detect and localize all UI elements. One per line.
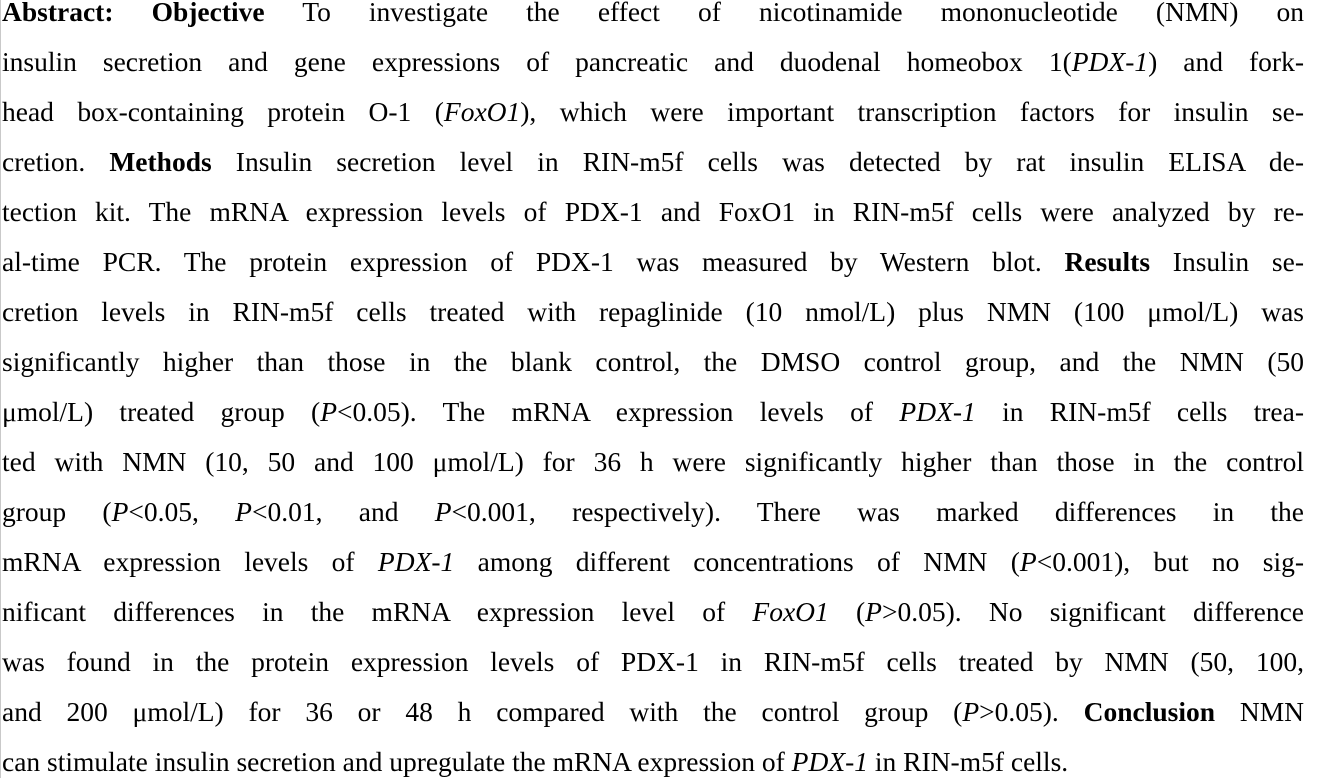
text-run: in RIN-m5f cells. (868, 746, 1069, 777)
italic-term: P (1019, 546, 1037, 577)
abstract-text (2, 0, 1304, 778)
italic-term: P (320, 396, 337, 427)
text-run: To investigate the effect of nicotinamide mononucleotide (NMN) on (264, 0, 1304, 27)
text-run: can stimulate insulin secretion and upregulate the mRNA expression of (2, 746, 792, 777)
italic-term: PDX-1 (377, 546, 455, 577)
abstract-line (2, 637, 1304, 687)
abstract-line (2, 237, 1304, 287)
text-run: nificant differences in the mRNA expression level of (2, 596, 753, 627)
text-run: mRNA expression levels of (2, 546, 378, 577)
section-heading: Conclusion (1083, 696, 1216, 727)
text-run: and 200 μmol/L) for 36 or 48 h compared with the control group ( (2, 696, 963, 727)
italic-term: PDX-1 (1071, 46, 1149, 77)
text-run: <0.001, respectively). There was marked differences in the (451, 496, 1304, 527)
text-run: <0.05). The mRNA expression levels of (337, 396, 900, 427)
italic-term: PDX-1 (791, 746, 869, 777)
page-left-border (0, 0, 1, 778)
text-run: >0.05). No significant difference (881, 596, 1304, 627)
text-run: head box-containing protein O-1 ( (2, 96, 444, 127)
italic-term: PDX-1 (899, 396, 976, 427)
abstract-line (2, 37, 1304, 87)
text-run: <0.01, and (251, 496, 435, 527)
italic-term: P (235, 496, 252, 527)
abstract-line (2, 687, 1304, 737)
italic-term: P (434, 496, 452, 527)
text-run: <0.001), but no sig- (1036, 546, 1304, 577)
abstract-line (2, 537, 1304, 587)
abstract-line (2, 87, 1304, 137)
italic-term: P (865, 596, 882, 627)
text-run: significantly higher than those in the blank control, the DMSO control group, and the NMN (50 (2, 346, 1304, 377)
text-run: μmol/L) treated group ( (2, 396, 321, 427)
abstract-line (2, 737, 1304, 778)
text-run: ( (828, 596, 866, 627)
section-heading: Abstract: (2, 0, 114, 27)
text-run (114, 0, 152, 27)
abstract-line (2, 187, 1304, 237)
abstract-line (2, 387, 1304, 437)
text-run: cretion. (2, 146, 110, 177)
section-heading: Objective (151, 0, 265, 27)
text-run: NMN (1215, 696, 1304, 727)
italic-term: FoxO1 (443, 96, 521, 127)
text-run: Insulin se- (1150, 246, 1304, 277)
abstract-line (2, 437, 1304, 487)
text-run: al-time PCR. The protein expression of PDX-1 was measured by Western blot. (2, 246, 1065, 277)
italic-term: FoxO1 (752, 596, 829, 627)
section-heading: Results (1064, 246, 1151, 277)
abstract-line (2, 487, 1304, 537)
abstract-line (2, 0, 1304, 37)
text-run: Insulin secretion level in RIN-m5f cells was detected by rat insulin ELISA de- (211, 146, 1304, 177)
text-run: ), which were important transcription factors for insulin se- (520, 96, 1304, 127)
text-run: >0.05). (979, 696, 1084, 727)
text-run: among different concentrations of NMN ( (454, 546, 1020, 577)
abstract-line (2, 587, 1304, 637)
italic-term: P (962, 696, 980, 727)
text-run: group ( (2, 496, 112, 527)
text-run: tection kit. The mRNA expression levels of PDX-1 and FoxO1 in RIN-m5f cells were analyzed by re- (2, 196, 1304, 227)
text-run: in RIN-m5f cells trea- (975, 396, 1304, 427)
abstract-line (2, 287, 1304, 337)
abstract-line (2, 337, 1304, 387)
text-run: <0.05, (128, 496, 236, 527)
italic-term: P (111, 496, 129, 527)
text-run: ted with NMN (10, 50 and 100 μmol/L) for 36 h were significantly higher than those in the control (2, 446, 1304, 477)
section-heading: Methods (109, 146, 212, 177)
text-run: ) and fork- (1148, 46, 1304, 77)
text-run: insulin secretion and gene expressions of pancreatic and duodenal homeobox 1( (2, 46, 1072, 77)
text-run: was found in the protein expression levels of PDX-1 in RIN-m5f cells treated by NMN (50, 100, (2, 646, 1304, 677)
abstract-line (2, 137, 1304, 187)
text-run: cretion levels in RIN-m5f cells treated with repaglinide (10 nmol/L) plus NMN (100 μmol/L) was (2, 296, 1304, 327)
